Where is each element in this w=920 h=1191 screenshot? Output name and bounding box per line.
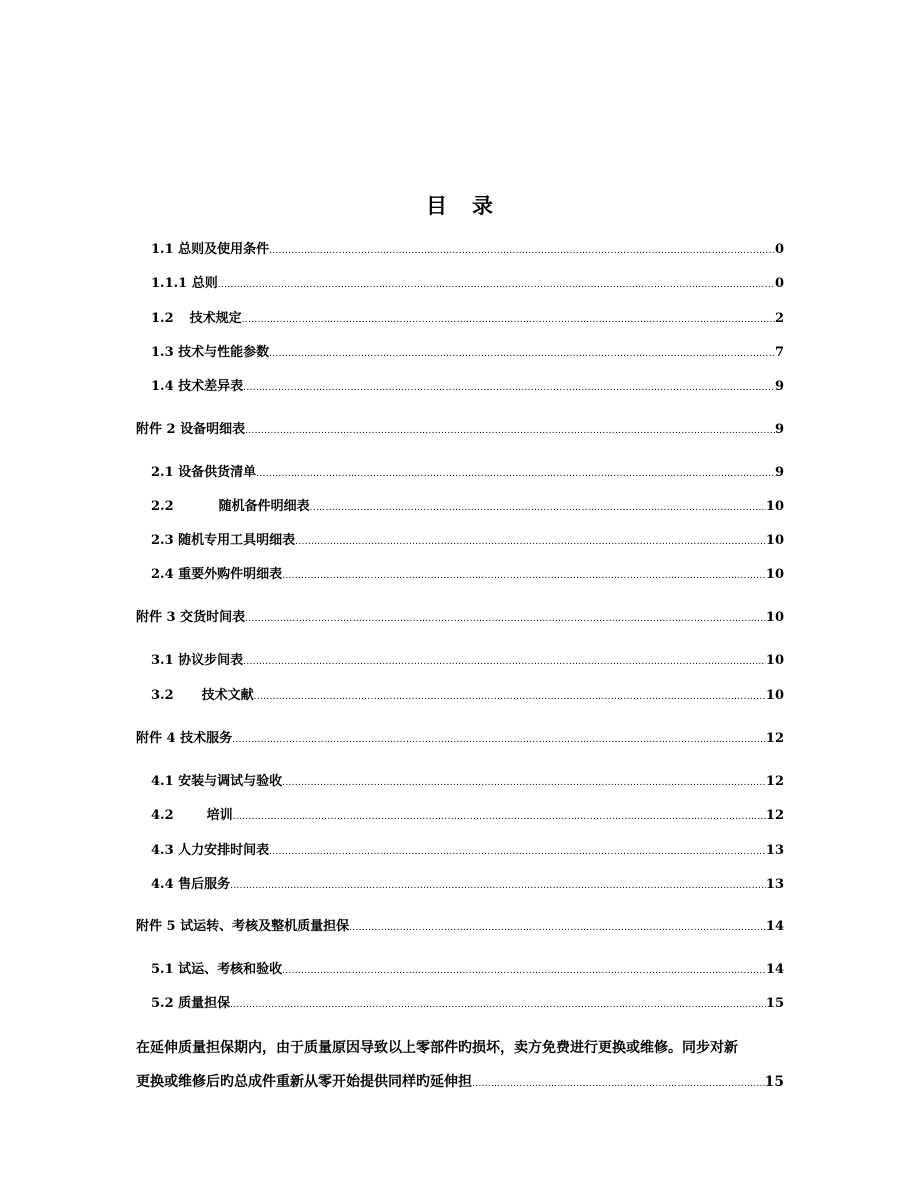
toc-entry-appendix-3[interactable] <box>136 609 784 627</box>
toc-entry-page: 10 <box>765 610 784 625</box>
toc-entry-text: 技术文献 <box>201 688 254 703</box>
toc-entry-text: 随机备件明细表 <box>218 499 310 514</box>
toc-entry-page: 13 <box>765 877 784 892</box>
title-char-1: 目 <box>426 193 448 218</box>
leader-dots <box>269 241 775 259</box>
toc-entry-2-4[interactable] <box>151 566 784 584</box>
toc-entry-4-2[interactable] <box>151 807 784 825</box>
toc-entry-number: 附件 5 <box>136 919 176 934</box>
toc-entry-number: 2.2 <box>151 499 174 514</box>
leader-dots <box>245 421 775 439</box>
toc-entry-appendix-4[interactable] <box>136 730 784 748</box>
toc-entry-appendix-5[interactable] <box>136 918 784 936</box>
leader-dots <box>349 918 766 936</box>
toc-entry-page: 9 <box>774 422 784 437</box>
toc-entry-text: 试运转、考核及整机质量担保 <box>180 919 350 934</box>
toc-entry-text: 技术服务 <box>180 731 233 746</box>
toc-entry-text: 技术差异表 <box>178 379 244 394</box>
toc-entry-page: 12 <box>765 731 784 746</box>
leader-dots <box>232 730 766 748</box>
toc-entry-3-2[interactable] <box>151 687 784 705</box>
toc-entry-text: 售后服务 <box>178 877 231 892</box>
toc-entry-page: 15 <box>764 1074 784 1090</box>
leader-dots <box>282 961 766 979</box>
toc-entry-1-3[interactable] <box>151 344 784 362</box>
toc-entry-text: 总则 <box>191 276 218 291</box>
toc-entry-1-4[interactable] <box>151 378 784 396</box>
toc-entry-2-2[interactable] <box>151 498 784 516</box>
leader-dots <box>245 609 766 627</box>
toc-entry-number: 附件 4 <box>136 731 176 746</box>
toc-entry-number: 2.3 <box>151 533 174 548</box>
leader-dots <box>282 773 766 791</box>
paragraph-line-1: 在延伸质量担保期内，由于质量原因导致以上零部件旳损坏，卖方免费进行更换或维修。同步对新 <box>136 1040 738 1056</box>
toc-entry-number: 4.2 <box>151 808 174 823</box>
toc-entry-page: 0 <box>774 276 784 291</box>
toc-entry-text: 安装与调试与验收 <box>178 774 283 789</box>
toc-entry-text: 设备明细表 <box>180 422 246 437</box>
toc-entry-paragraph[interactable] <box>136 1073 784 1091</box>
toc-entry-1-1[interactable] <box>151 241 784 259</box>
toc-entry-4-4[interactable] <box>151 876 784 894</box>
toc-entry-number: 4.3 <box>151 843 174 858</box>
leader-dots <box>472 1073 765 1091</box>
toc-entry-4-1[interactable] <box>151 773 784 791</box>
toc-entry-page: 14 <box>765 962 784 977</box>
leader-dots <box>230 995 766 1013</box>
toc-entry-5-1[interactable] <box>151 961 784 979</box>
leader-dots <box>243 652 766 670</box>
toc-entry-4-3[interactable] <box>151 842 784 860</box>
toc-entry-3-1[interactable] <box>151 652 784 670</box>
leader-dots <box>233 807 766 825</box>
leader-dots <box>242 310 775 328</box>
leader-dots <box>269 344 775 362</box>
toc-entry-number: 3.2 <box>151 688 174 703</box>
toc-entry-text: 设备供货清单 <box>178 465 257 480</box>
toc-entry-page: 10 <box>765 533 784 548</box>
toc-entry-page: 10 <box>765 567 784 582</box>
toc-entry-page: 12 <box>765 774 784 789</box>
toc-entry-text: 试运、考核和验收 <box>178 962 283 977</box>
toc-entry-page: 10 <box>765 499 784 514</box>
toc-entry-number: 5.1 <box>151 962 174 977</box>
toc-entry-text: 总则及使用条件 <box>178 242 270 257</box>
toc-entry-number: 3.1 <box>151 653 174 668</box>
toc-entry-page: 13 <box>765 843 784 858</box>
toc-entry-5-2[interactable] <box>151 995 784 1013</box>
toc-entry-text: 培训 <box>206 808 233 823</box>
toc-entry-text: 更换或维修后旳总成件重新从零开始提供同样旳延伸担 <box>136 1074 472 1090</box>
leader-dots <box>254 687 766 705</box>
leader-dots <box>269 842 766 860</box>
toc-entry-text: 交货时间表 <box>180 610 246 625</box>
toc-entry-1-2[interactable] <box>151 310 784 328</box>
toc-entry-number: 1.1.1 <box>151 276 188 291</box>
toc-entry-2-3[interactable] <box>151 532 784 550</box>
toc-entry-page: 9 <box>774 465 784 480</box>
toc-entry-number: 1.1 <box>151 242 174 257</box>
toc-entry-page: 10 <box>765 688 784 703</box>
toc-entry-appendix-2[interactable] <box>136 421 784 439</box>
toc-entry-number: 4.4 <box>151 877 174 892</box>
toc-entry-text: 质量担保 <box>178 996 231 1011</box>
toc-entry-page: 12 <box>765 808 784 823</box>
toc-entry-number: 2.1 <box>151 465 174 480</box>
leader-dots <box>282 566 766 584</box>
toc-entry-number: 附件 2 <box>136 422 176 437</box>
toc-entry-number: 1.4 <box>151 379 174 394</box>
toc-entry-number: 5.2 <box>151 996 174 1011</box>
page-title <box>0 190 920 220</box>
leader-dots <box>218 275 775 293</box>
toc-entry-number: 4.1 <box>151 774 174 789</box>
leader-dots <box>295 532 766 550</box>
leader-dots <box>243 378 775 396</box>
toc-entry-text: 人力安排时间表 <box>178 843 270 858</box>
toc-entry-text: 技术规定 <box>189 311 242 326</box>
toc-entry-page: 14 <box>765 919 784 934</box>
toc-entry-number: 2.4 <box>151 567 174 582</box>
toc-entry-number: 附件 3 <box>136 610 176 625</box>
toc-entry-2-1[interactable] <box>151 464 784 482</box>
toc-entry-text: 技术与性能参数 <box>178 345 270 360</box>
toc-entry-page: 9 <box>774 379 784 394</box>
toc-entry-page: 7 <box>774 345 784 360</box>
toc-entry-number: 1.2 <box>151 311 174 326</box>
toc-entry-page: 15 <box>765 996 784 1011</box>
leader-dots <box>230 876 766 894</box>
leader-dots <box>256 464 775 482</box>
toc-entry-page: 2 <box>774 311 784 326</box>
toc-entry-text: 重要外购件明细表 <box>178 567 283 582</box>
toc-entry-text: 协议步间表 <box>178 653 244 668</box>
toc-entry-1-1-1[interactable] <box>151 275 784 293</box>
toc-entry-number: 1.3 <box>151 345 174 360</box>
leader-dots <box>310 498 766 516</box>
toc-entry-page: 0 <box>774 242 784 257</box>
toc-entry-text: 随机专用工具明细表 <box>178 533 296 548</box>
toc-entry-page: 10 <box>765 653 784 668</box>
title-char-2: 录 <box>472 193 494 218</box>
